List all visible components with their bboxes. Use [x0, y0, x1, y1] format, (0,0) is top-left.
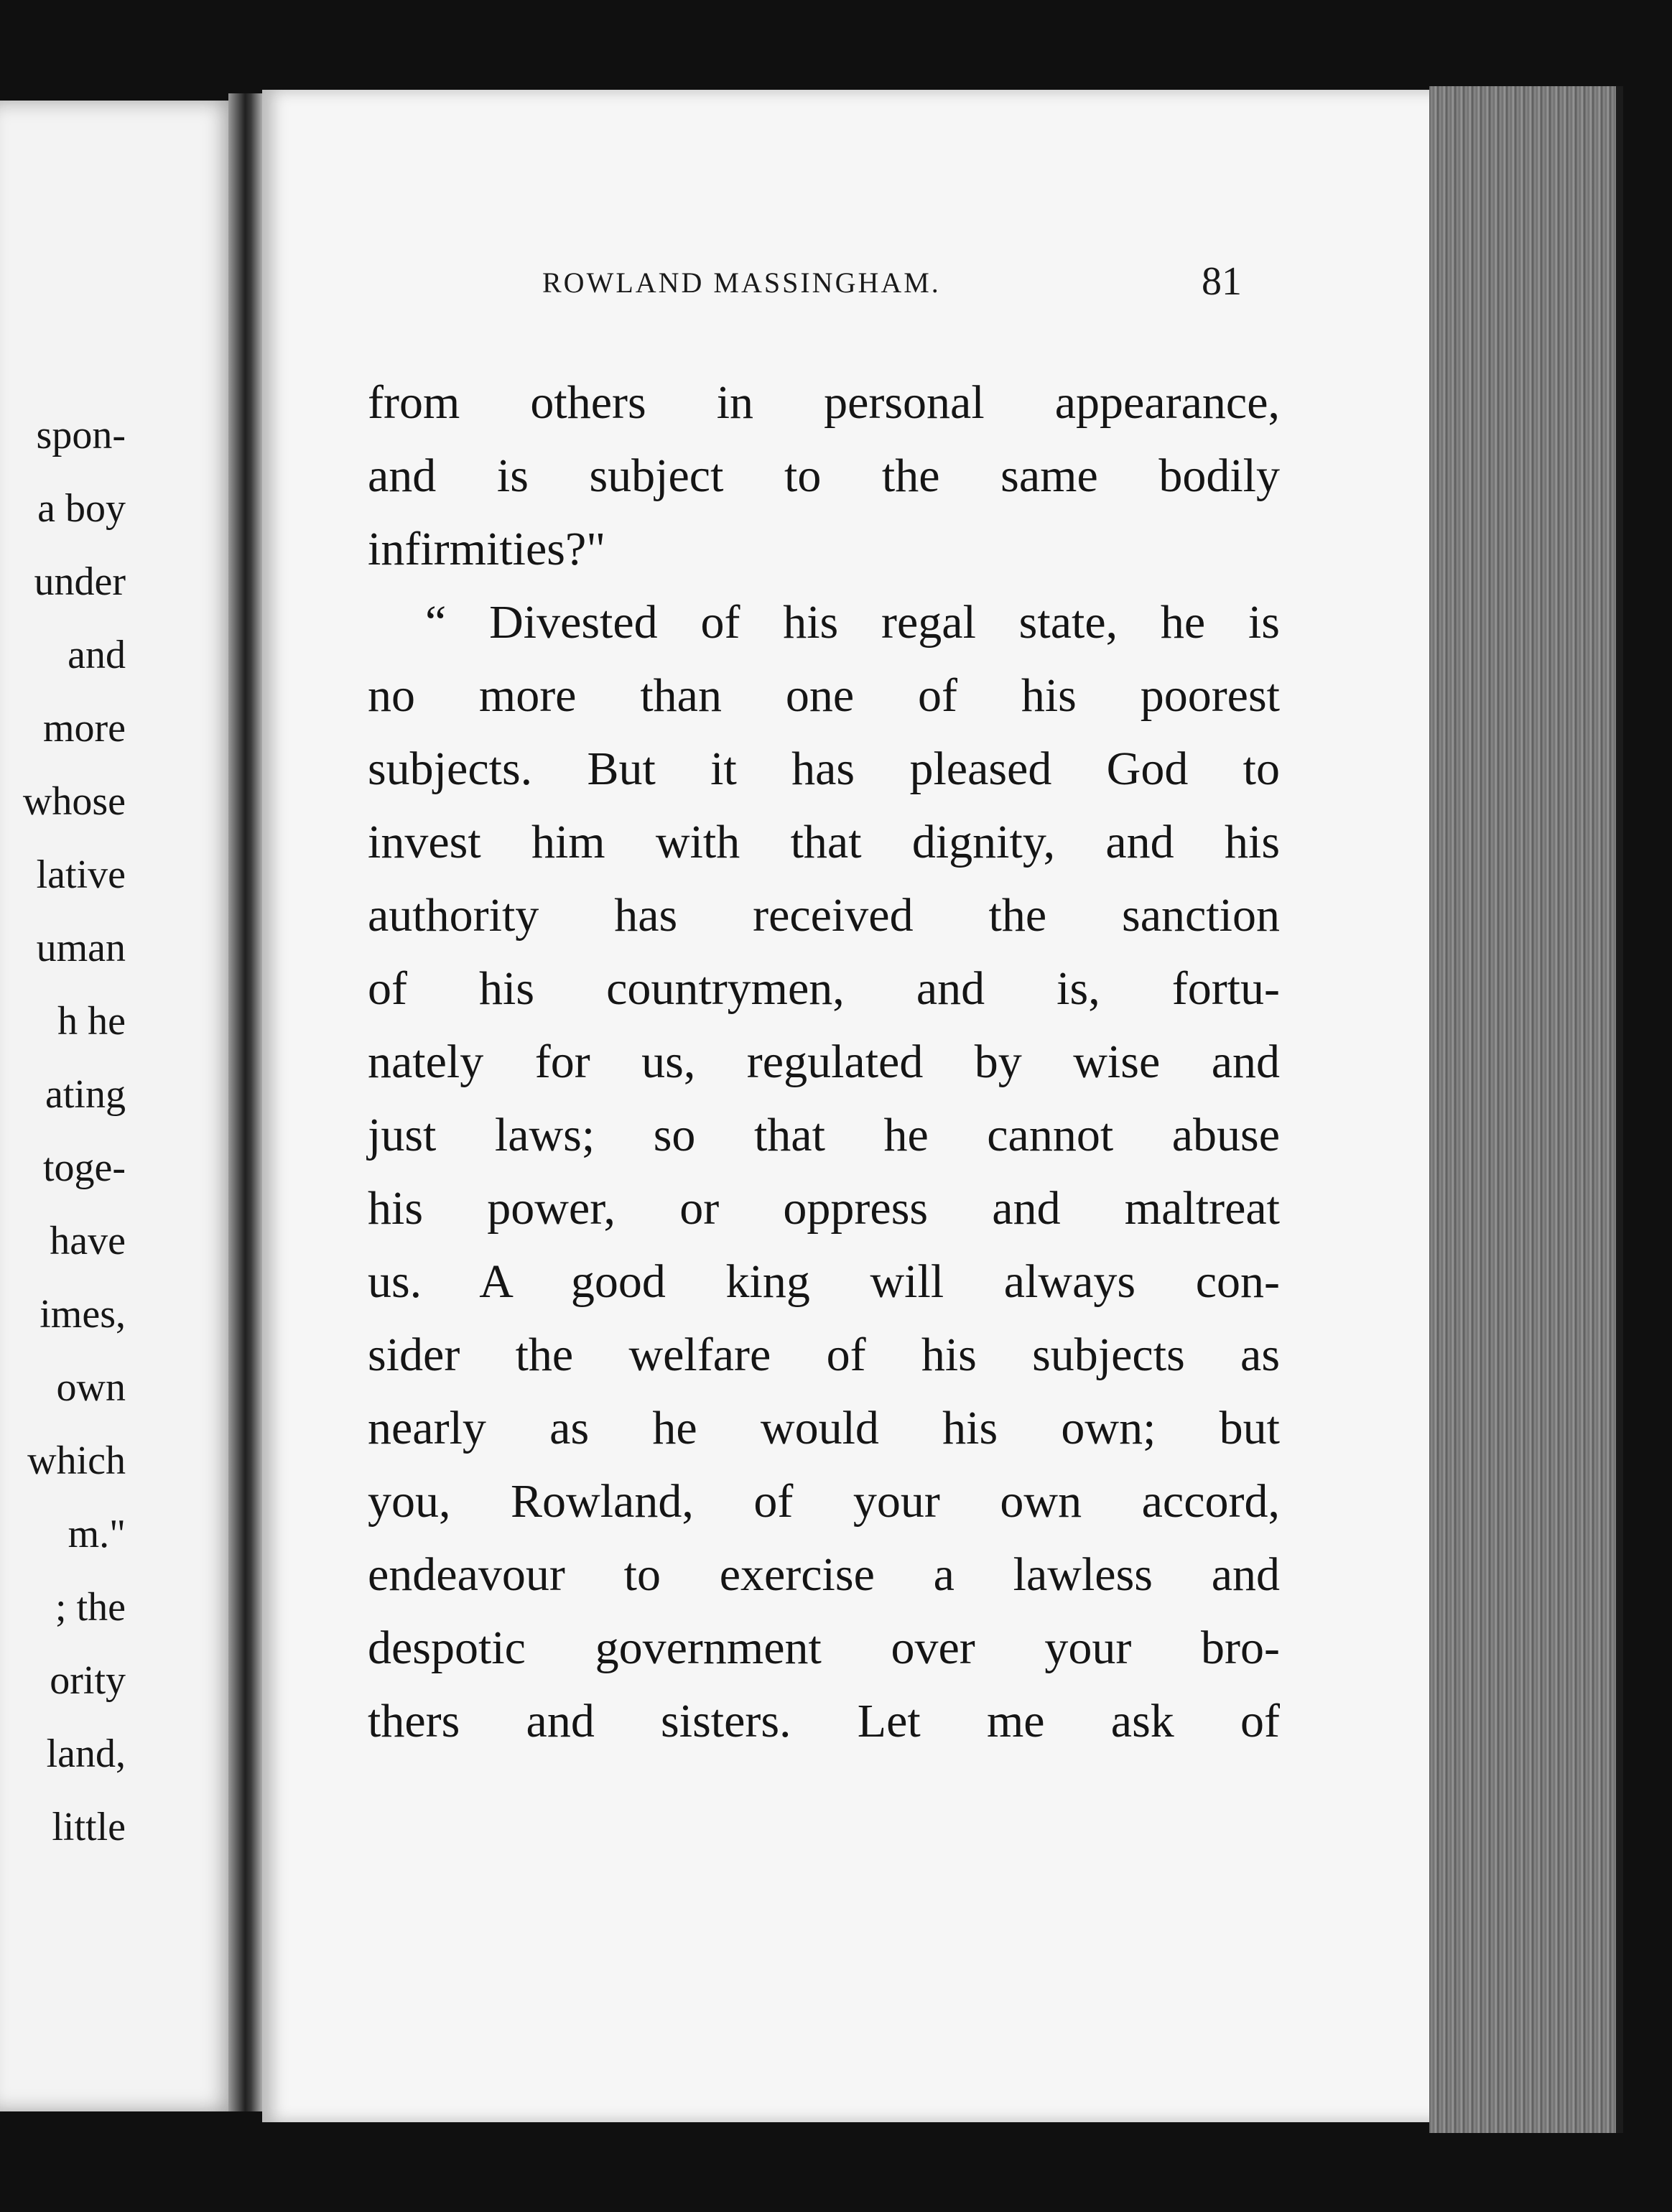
text-line: m.": [68, 1512, 126, 1556]
page-header: [542, 259, 1260, 309]
text-line: which: [27, 1439, 126, 1483]
book-gutter: [228, 93, 266, 2111]
text-line: a boy: [37, 486, 126, 531]
text-line: toge-: [42, 1146, 126, 1190]
text-line: whose: [22, 779, 126, 824]
text-line: just laws; so that he cannot abuse: [368, 1109, 1280, 1161]
text-line: us. A good king will always con-: [368, 1255, 1280, 1308]
text-line: endeavour to exercise a lawless and: [368, 1548, 1280, 1601]
text-line: lative: [36, 852, 126, 897]
text-line: nearly as he would his own; but: [368, 1402, 1280, 1454]
text-line: land,: [46, 1732, 126, 1776]
text-line: under: [34, 559, 126, 604]
text-line: more: [42, 706, 126, 750]
text-line: his power, or oppress and maltreat: [368, 1182, 1280, 1235]
text-line: thers and sisters. Let me ask of: [368, 1695, 1280, 1747]
text-line: you, Rowland, of your own accord,: [368, 1475, 1280, 1528]
text-line: spon-: [36, 413, 126, 457]
text-line: own: [56, 1365, 126, 1410]
running-title: ROWLAND MASSINGHAM.: [542, 266, 941, 299]
text-line: nately for us, regulated by wise and: [368, 1036, 1280, 1088]
text-line: imes,: [40, 1292, 126, 1337]
text-line: and is subject to the same bodily: [368, 450, 1280, 502]
text-line: despotic government over your bro-: [368, 1622, 1280, 1674]
text-line: infirmities?": [368, 523, 606, 575]
left-page-text: [0, 399, 126, 1864]
text-line: sider the welfare of his subjects as: [368, 1329, 1280, 1381]
text-line: little: [52, 1805, 126, 1849]
text-line: h he: [57, 999, 126, 1044]
text-line: of his countrymen, and is, fortu-: [368, 962, 1280, 1015]
text-line: ority: [50, 1658, 126, 1703]
text-line: “ Divested of his regal state, he is: [425, 596, 1280, 649]
text-line: ; the: [55, 1585, 126, 1630]
page-number: 81: [1202, 259, 1242, 304]
text-line: uman: [36, 926, 126, 970]
page-edges: [1429, 86, 1623, 2133]
text-line: and: [68, 633, 126, 677]
text-line: invest him with that dignity, and his: [368, 816, 1280, 868]
text-line: from others in personal appearance,: [368, 376, 1280, 429]
text-line: have: [50, 1219, 126, 1263]
text-line: no more than one of his poorest: [368, 669, 1280, 722]
text-line: subjects. But it has pleased God to: [368, 743, 1280, 795]
body-text: [368, 366, 1280, 1758]
text-line: ating: [45, 1072, 126, 1117]
text-line: authority has received the sanction: [368, 889, 1280, 942]
